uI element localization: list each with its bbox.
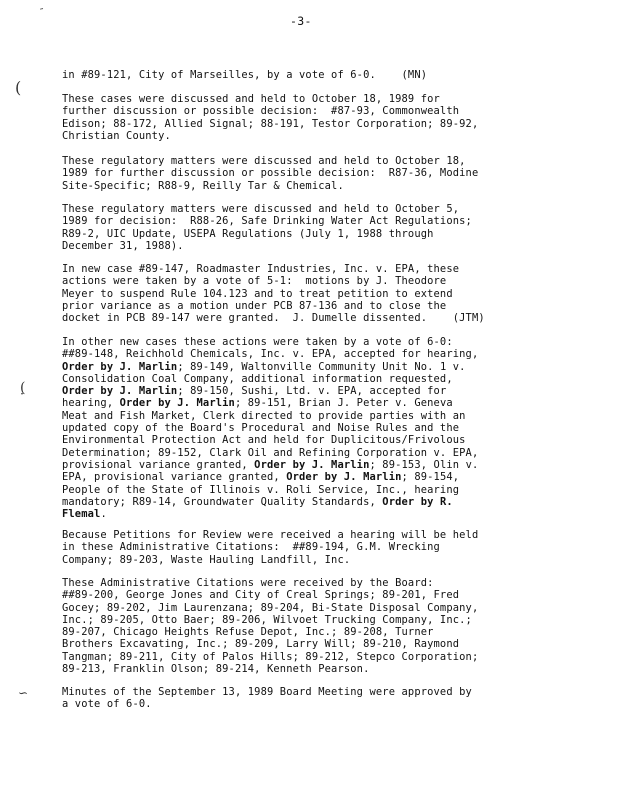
paragraph-9 <box>62 686 562 711</box>
bold-text-segment: Order by J. Marlin <box>286 471 402 484</box>
text-line <box>62 410 562 422</box>
text-line <box>62 203 562 215</box>
text-segment: December 31, 1988). <box>62 239 184 252</box>
text-segment: Tangman; 89-211, City of Palos Hills; 89-212, Stepco Corporation; <box>62 650 479 663</box>
text-segment: ; 89-153, Olin v. <box>369 458 479 471</box>
text-segment: These regulatory matters were discussed and held to October 18, <box>62 155 466 167</box>
text-segment: ; 89-150, Sushi, Ltd. v. EPA, accepted for <box>177 385 447 398</box>
paragraph-4 <box>62 203 562 252</box>
text-segment: in #89-121, City of Marseilles, by a vote of 6-0. (MN) <box>62 69 428 81</box>
text-line <box>62 130 562 142</box>
margin-mark-top: ″ <box>40 8 44 18</box>
text-segment: 1989 for decision: R88-26, Safe Drinking Water Act Regulations; <box>62 215 472 228</box>
text-segment: ; 89-151, Brian J. Peter v. Geneva <box>234 397 453 410</box>
text-segment: Because Petitions for Review were received a hearing will be held <box>62 529 479 541</box>
text-line <box>62 638 562 650</box>
paragraph-6 <box>62 336 562 520</box>
text-line <box>62 459 562 471</box>
text-segment: provisional variance granted, <box>62 458 255 471</box>
bold-text-segment: Order by J. Marlin <box>62 360 178 373</box>
text-segment: further discussion or possible decision: #87-93, Commonwealth <box>62 105 460 118</box>
text-line <box>62 361 562 373</box>
text-segment: Minutes of the September 13, 1989 Board Meeting were approved by <box>62 686 472 698</box>
text-line <box>62 686 562 698</box>
text-segment: in these Administrative Citations: ##89-194, G.M. Wrecking <box>62 541 440 554</box>
text-segment: actions were taken by a vote of 5-1: motions by J. Theodore <box>62 275 447 288</box>
text-segment: ##89-200, George Jones and City of Creal Springs; 89-201, Fred <box>62 589 460 602</box>
text-line <box>62 698 562 710</box>
text-line <box>62 447 562 459</box>
text-line <box>62 215 562 227</box>
text-line <box>62 167 562 179</box>
text-segment: Meyer to suspend Rule 104.123 and to treat petition to extend <box>62 287 453 300</box>
paragraph-5 <box>62 263 562 324</box>
text-segment: Consolidation Coal Company, additional information requested, <box>62 372 453 385</box>
margin-mark-middle: (̣ <box>20 380 26 396</box>
text-segment: Edison; 88-172, Allied Signal; 88-191, Testor Corporation; 89-92, <box>62 117 479 130</box>
text-segment: . <box>100 508 107 521</box>
text-line <box>62 105 562 117</box>
text-line <box>62 240 562 252</box>
text-line <box>62 663 562 675</box>
text-line <box>62 577 562 589</box>
text-segment: These cases were discussed and held to October 18, 1989 for <box>62 93 440 105</box>
text-segment: These regulatory matters were discussed and held to October 5, <box>62 203 460 215</box>
text-line <box>62 275 562 287</box>
text-line <box>62 626 562 638</box>
text-line <box>62 508 562 520</box>
text-line <box>62 93 562 105</box>
text-line <box>62 614 562 626</box>
bold-text-segment: Order by R. <box>382 495 453 508</box>
text-segment: a vote of 6-0. <box>62 698 152 711</box>
text-line <box>62 155 562 167</box>
text-line <box>62 385 562 397</box>
page-number: -3- <box>290 14 312 28</box>
text-segment: 89-207, Chicago Heights Refuse Depot, Inc.; 89-208, Turner <box>62 626 434 639</box>
text-segment: docket in PCB 89-147 were granted. J. Dumelle dissented. (JTM) <box>62 312 485 325</box>
bold-text-segment: Order by J. Marlin <box>119 397 235 410</box>
text-line <box>62 312 562 324</box>
text-segment: In new case #89-147, Roadmaster Industries, Inc. v. EPA, these <box>62 263 460 275</box>
bold-text-segment: Order by J. Marlin <box>254 458 370 471</box>
bold-text-segment: Flemal <box>62 508 101 521</box>
text-segment: Determination; 89-152, Clark Oil and Refining Corporation v. EPA, <box>62 446 479 459</box>
text-segment: Company; 89-203, Waste Hauling Landfill, Inc. <box>62 553 351 566</box>
text-segment: R89-2, UIC Update, USEPA Regulations (July 1, 1988 through <box>62 227 434 240</box>
text-line <box>62 434 562 446</box>
bold-text-segment: Order by J. Marlin <box>62 385 178 398</box>
text-line <box>62 651 562 663</box>
text-line <box>62 336 562 348</box>
text-line <box>62 288 562 300</box>
text-segment: Meat and Fish Market, Clerk directed to provide parties with an <box>62 409 466 422</box>
text-segment: mandatory; R89-14, Groundwater Quality Standards, <box>62 495 383 508</box>
text-line <box>62 602 562 614</box>
text-segment: Brothers Excavating, Inc.; 89-209, Larry Will; 89-210, Raymond <box>62 638 460 651</box>
text-line <box>62 180 562 192</box>
text-line <box>62 228 562 240</box>
text-segment: prior variance as a motion under PCB 87-136 and to close the <box>62 299 447 312</box>
text-segment: Site-Specific; R88-9, Reilly Tar & Chemical. <box>62 179 344 192</box>
text-segment: In other new cases these actions were taken by a vote of 6-0: <box>62 336 453 348</box>
text-line <box>62 348 562 360</box>
paragraph-3 <box>62 155 562 192</box>
text-segment: Gocey; 89-202, Jim Laurenzana; 89-204, Bi-State Disposal Company, <box>62 601 479 614</box>
text-segment: 89-213, Franklin Olson; 89-214, Kenneth Pearson. <box>62 663 370 676</box>
text-line <box>62 484 562 496</box>
text-line <box>62 118 562 130</box>
text-line <box>62 263 562 275</box>
paragraph-1 <box>62 69 562 81</box>
margin-mark-paren: ( <box>15 78 22 97</box>
text-segment: These Administrative Citations were received by the Board: <box>62 577 434 589</box>
margin-mark-bottom: ∽ <box>18 686 29 700</box>
text-line <box>62 422 562 434</box>
text-segment: ; 89-154, <box>401 471 460 484</box>
paragraph-7 <box>62 529 562 566</box>
paragraph-2 <box>62 93 562 142</box>
text-segment: hearing, <box>62 397 120 410</box>
text-segment: ; 89-149, Waltonville Community Unit No. 1 v. <box>177 360 466 373</box>
text-line <box>62 373 562 385</box>
text-segment: updated copy of the Board's Procedural and Noise Rules and the <box>62 422 460 435</box>
text-line <box>62 541 562 553</box>
text-segment: People of the State of Illinois v. Roli Service, Inc., hearing <box>62 483 460 496</box>
text-segment: Christian County. <box>62 129 171 142</box>
text-line <box>62 554 562 566</box>
text-line <box>62 69 562 81</box>
text-segment: Inc.; 89-205, Otto Baer; 89-206, Wilvoet Trucking Company, Inc.; <box>62 613 472 626</box>
text-line <box>62 589 562 601</box>
text-segment: ##89-148, Reichhold Chemicals, Inc. v. EPA, accepted for hearing, <box>62 348 479 361</box>
paragraph-8 <box>62 577 562 675</box>
text-segment: Environmental Protection Act and held for Duplicitous/Frivolous <box>62 434 466 447</box>
text-line <box>62 529 562 541</box>
text-line <box>62 397 562 409</box>
text-line <box>62 300 562 312</box>
text-line <box>62 471 562 483</box>
text-segment: 1989 for further discussion or possible decision: R87-36, Modine <box>62 167 479 180</box>
text-segment: EPA, provisional variance granted, <box>62 471 287 484</box>
text-line <box>62 496 562 508</box>
